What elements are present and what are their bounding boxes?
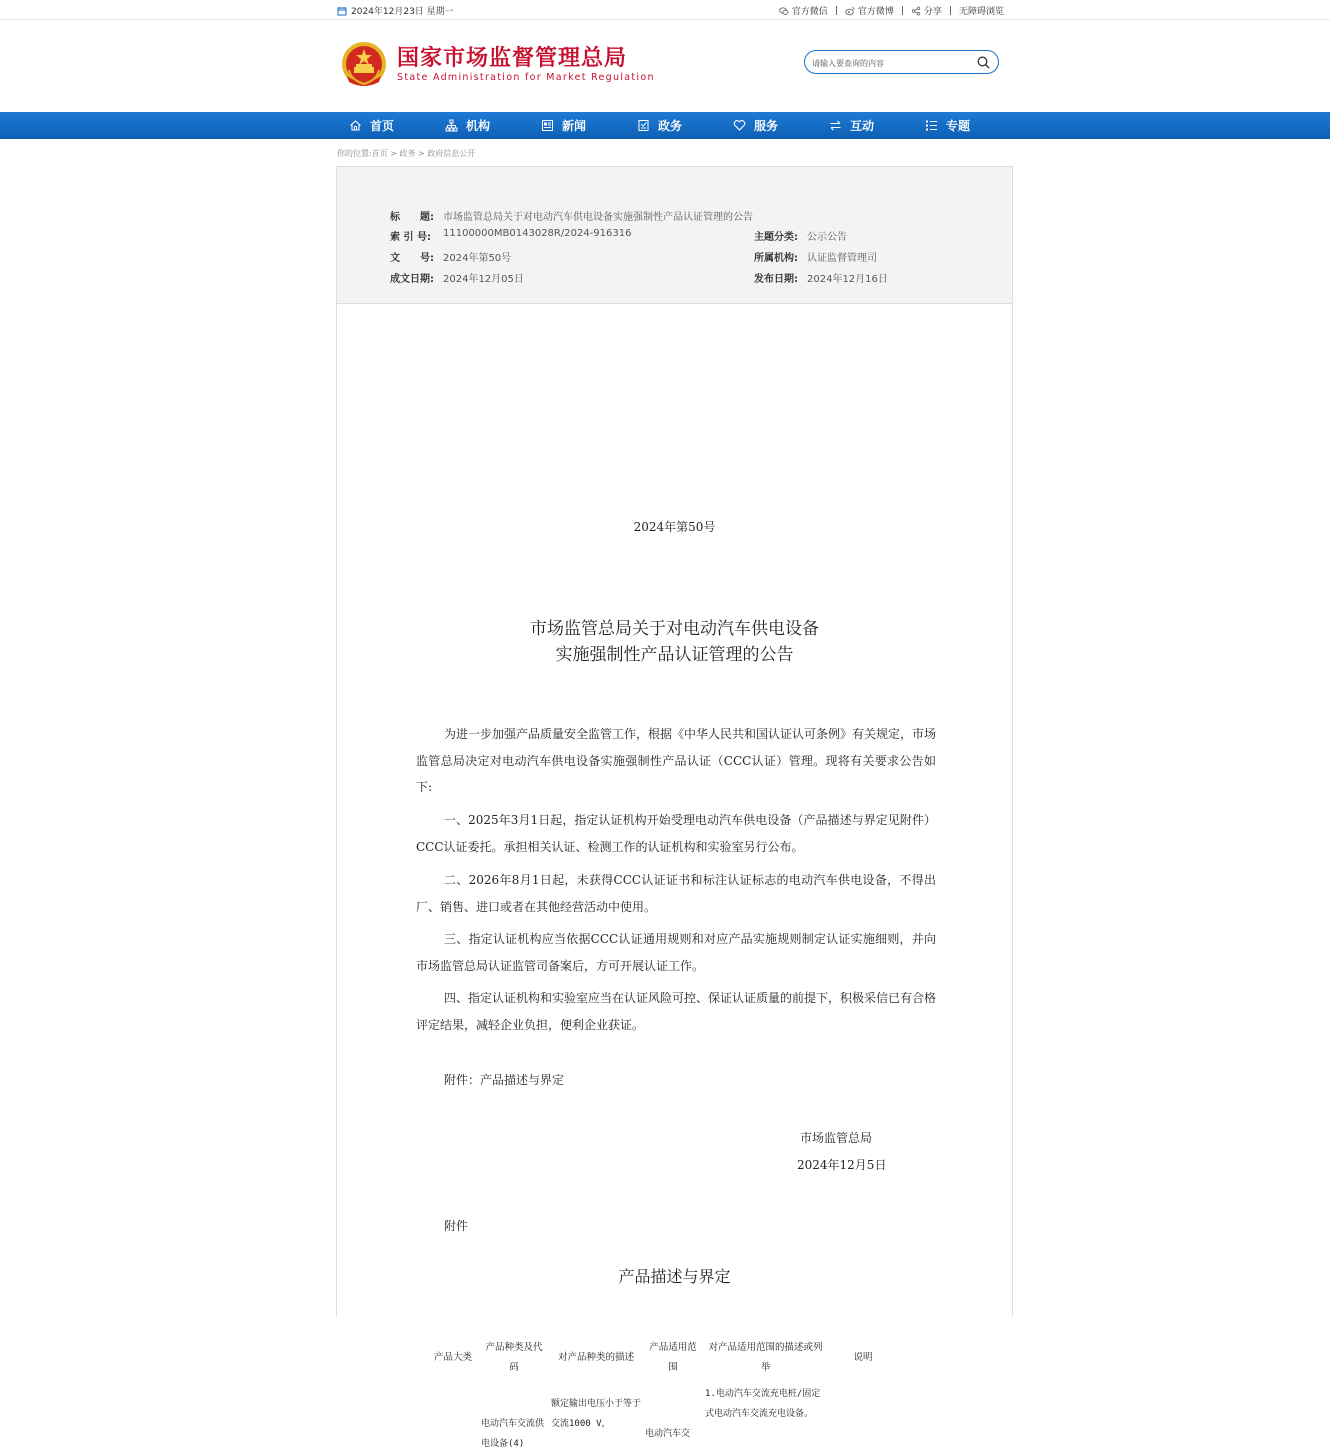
meta-label: 主题分类:	[754, 232, 798, 243]
home-icon	[349, 119, 362, 132]
table-cell: 1.电动汽车交流充电桩/固定式电动汽车交流充电设备。	[705, 1389, 821, 1419]
table-cell: 电动汽车交流供电设备(4)	[481, 1419, 545, 1449]
meta-label: 索 引 号:	[390, 232, 431, 243]
search-input[interactable]	[805, 53, 965, 75]
share-link[interactable]	[911, 4, 942, 17]
doc-meta-panel	[337, 167, 1012, 304]
accessibility-label: 无障碍浏览	[958, 7, 1004, 17]
meta-index-value: 11100000MB0143028R/2024-916316	[443, 228, 632, 239]
table-row	[427, 1382, 898, 1454]
paragraph: 一、2025年3月1日起，指定认证机构开始受理电动汽车供电设备（产品描述与界定见附件）CCC认证委托。承担相关认证、检测工作的认证机构和实验室另行公布。	[416, 813, 936, 854]
attachment-title: 产品描述与界定	[618, 1267, 731, 1286]
national-emblem-icon	[339, 40, 389, 90]
meta-org-row	[754, 249, 877, 264]
meta-label: 文 号:	[390, 253, 434, 264]
nav-label: 首页	[370, 119, 395, 133]
accessibility-link[interactable]	[959, 4, 1004, 17]
table-header: 对产品适用范围的描述或列举	[708, 1342, 823, 1373]
search-box	[804, 50, 999, 74]
site-title-cn: 国家市场监督管理总局	[397, 46, 628, 71]
nav-item-service[interactable]	[721, 112, 817, 139]
document-title-line: 实施强制性产品认证管理的公告	[555, 645, 794, 665]
table-header: 产品大类	[433, 1352, 472, 1363]
table-header: 说明	[853, 1352, 873, 1363]
document-title-line: 市场监管总局关于对电动汽车供电设备	[530, 619, 819, 639]
attachment-label: 附件	[444, 1219, 469, 1233]
meta-published-row	[754, 270, 888, 285]
paragraph: 为进一步加强产品质量安全监管工作，根据《中华人民共和国认证认可条例》有关规定，市场监管总局决定对电动汽车供电设备实施强制性产品认证（CCC认证）管理。现将有关要求公告如下:	[416, 727, 937, 794]
nav-label: 专题	[946, 119, 971, 133]
nav-label: 互动	[850, 119, 875, 133]
signer: 市场监管总局	[800, 1131, 873, 1145]
meta-index-row	[390, 228, 631, 243]
nav-item-topic[interactable]	[913, 112, 1009, 139]
meta-title-value: 市场监管总局关于对电动汽车供电设备实施强制性产品认证管理的公告	[443, 212, 753, 223]
paragraph: 二、2026年8月1日起，未获得CCC认证证书和标注认证标志的电动汽车供电设备，不得出厂、销售、进口或者在其他经营活动中使用。	[416, 873, 936, 914]
table-header: 产品种类及代码	[485, 1342, 543, 1373]
product-spec-table	[427, 1334, 898, 1454]
list-icon	[925, 119, 938, 132]
top-bar	[0, 0, 1330, 20]
heart-icon	[733, 119, 746, 132]
article-container	[336, 166, 1013, 1449]
meta-category-value: 公示公告	[807, 232, 847, 243]
nav-label: 机构	[466, 119, 491, 133]
paragraph: 四、指定认证机构和实验室应当在认证风险可控、保证认证质量的前提下，积极采信已有合格评定结果，减轻企业负担，便利企业获证。	[416, 991, 937, 1032]
search-icon[interactable]	[977, 56, 990, 69]
weibo-label: 官方微博	[857, 7, 894, 17]
share-label: 分享	[923, 7, 942, 17]
gov-icon	[637, 119, 650, 132]
weibo-icon	[845, 6, 855, 16]
table-cell: 额定输出电压小于等于交流1000 V，	[551, 1399, 642, 1429]
link-divider: |	[948, 5, 952, 16]
meta-published-value: 2024年12月16日	[807, 274, 888, 285]
nav-item-home[interactable]	[337, 112, 433, 139]
nav-label: 政务	[658, 119, 683, 133]
breadcrumb[interactable]: 你的位置:首页 > 政务 > 政府信息公开	[337, 149, 476, 158]
sign-date: 2024年12月5日	[797, 1158, 887, 1172]
calendar-icon	[337, 6, 347, 16]
main-nav	[0, 112, 1330, 139]
document-number: 2024年第50号	[633, 520, 716, 534]
org-icon	[445, 119, 458, 132]
table-cell	[828, 1382, 898, 1454]
site-header	[0, 20, 1330, 112]
link-divider: |	[900, 5, 904, 16]
meta-label: 成文日期:	[390, 274, 434, 285]
wechat-icon	[779, 6, 789, 16]
meta-title-row	[390, 208, 753, 223]
meta-created-value: 2024年12月05日	[443, 274, 524, 285]
table-header: 对产品种类的描述	[557, 1352, 634, 1363]
site-logo[interactable]	[339, 40, 655, 90]
exchange-icon	[829, 119, 842, 132]
date-display	[337, 4, 454, 17]
date-text: 2024年12月23日 星期一	[351, 7, 454, 17]
meta-label: 所属机构:	[754, 253, 798, 264]
top-links	[779, 4, 1004, 17]
paragraph: 三、指定认证机构应当依据CCC认证通用规则和对应产品实施规则制定认证实施细则，并向市场监管总局认证监管司备案后，方可开展认证工作。	[416, 932, 936, 973]
meta-category-row	[754, 228, 847, 243]
wechat-link[interactable]	[779, 4, 828, 17]
table-cell	[427, 1382, 479, 1454]
site-title-en: State Administration for Market Regulation	[397, 72, 655, 83]
meta-created-row	[390, 270, 524, 285]
nav-item-gov[interactable]	[625, 112, 721, 139]
nav-item-interact[interactable]	[817, 112, 913, 139]
nav-item-org[interactable]	[433, 112, 529, 139]
meta-docno-value: 2024年第50号	[443, 253, 512, 264]
table-header: 产品适用范围	[649, 1342, 697, 1373]
nav-item-news[interactable]	[529, 112, 625, 139]
document-title	[337, 616, 1012, 668]
meta-org-value: 认证监督管理司	[807, 253, 877, 264]
meta-docno-row	[390, 249, 511, 264]
meta-label: 发布日期:	[754, 274, 798, 285]
share-icon	[911, 6, 921, 16]
nav-label: 新闻	[562, 119, 587, 133]
table-cell: 电动汽车交	[645, 1429, 691, 1439]
wechat-label: 官方微信	[791, 7, 828, 17]
attachment-note[interactable]: 附件：产品描述与界定	[444, 1073, 565, 1087]
nav-label: 服务	[754, 119, 779, 133]
table-header-row	[427, 1334, 898, 1382]
link-divider: |	[834, 5, 838, 16]
weibo-link[interactable]	[845, 4, 894, 17]
news-icon	[541, 119, 554, 132]
meta-label: 标 题:	[390, 212, 434, 223]
